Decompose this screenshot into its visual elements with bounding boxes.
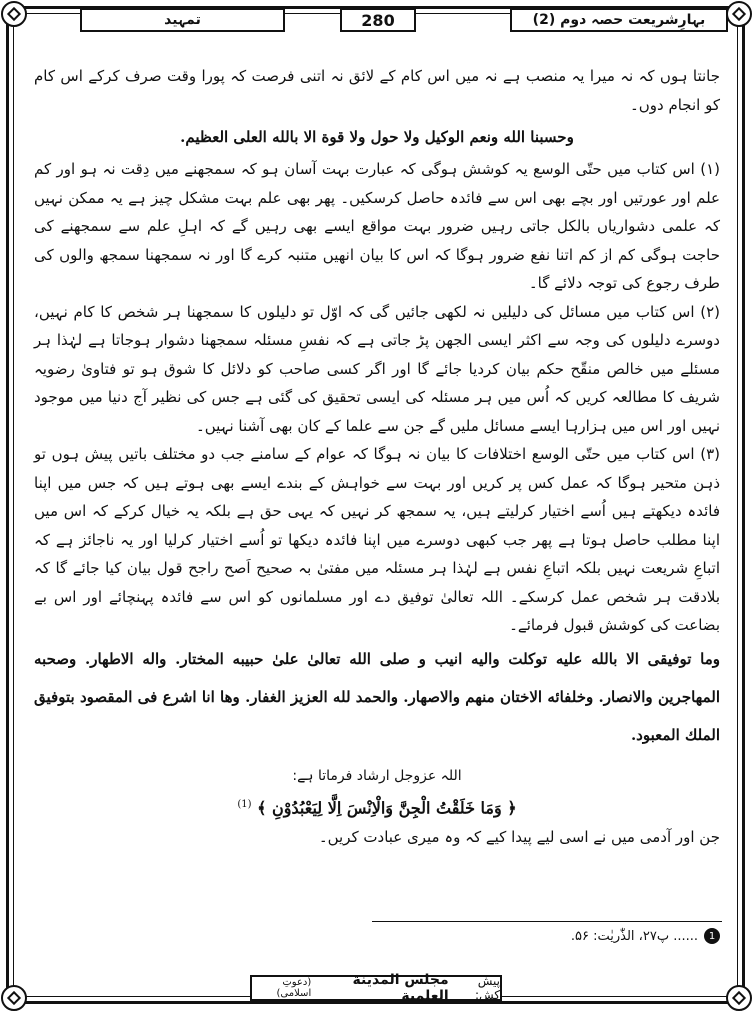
chapter-title: تمہید (80, 8, 285, 32)
arabic-dua: وما توفيقى الا بالله عليه توكلت واليه انيب و صلى الله تعالىٰ علىٰ حبيبه المختار. واله الاطهار. وصحبه المهاجرين والانصار. وخلفائه الاختان منهم والاصهار. والحمد لله العزيز الغفار. وها انا اشرع فى المقصود بتوفيق الملك المعبود. (34, 649, 721, 744)
quran-verse (34, 790, 720, 823)
verse-ref-mark: (1) (237, 798, 252, 810)
intro-paragraph: جانتا ہوں کہ نہ میرا یہ منصب ہے نہ میں اس کام کے لائق نہ اتنی فرصت کہ پورا وقت صرف کرکے اس کام کو انجام دوں۔ (34, 67, 720, 114)
footer-org: (دعوتِ اسلامی) (276, 977, 312, 999)
corner-ornament-icon (726, 985, 752, 1011)
arabic-hasbuna: وحسبنا الله ونعم الوكيل ولا حول ولا قوة الا بالله العلى العظيم. (180, 128, 574, 146)
corner-ornament-icon (1, 1, 27, 27)
verse-text: ﴿ وَمَا خَلَقْتُ الْجِنَّ وَالْاِنْسَ اِلَّا لِيَعْبُدُوْنِ ﴾ (257, 797, 517, 817)
footer-publisher-bar (250, 972, 502, 1004)
footnote-number: 1 (704, 928, 720, 944)
footer-presenter: پیش کش: (474, 974, 500, 1002)
corner-ornament-icon (726, 1, 752, 27)
footnote-text: ...... پ۲۷، الذّٰریٰت: ۵۶. (570, 928, 698, 944)
corner-ornament-icon (1, 985, 27, 1011)
footer-publisher: مجلس المدينة العلمية (352, 972, 449, 1004)
page-number: 280 (340, 8, 416, 32)
paragraph-3: (۳) اس کتاب میں حتّی الوسع اختلافات کا بیان نہ ہوگا کہ عوام کے سامنے جب دو مختلف باتیں پیش ہوں تو ذہن متحیر ہوگا کہ عمل کس پر کریں اور بہت سے خواہش کے بندے ایسے بھی ہوتے ہیں کہ جس میں اپنا فائدہ دیکھتے ہیں اُسے اختیار کرلیتے ہیں، یہ سمجھ کر نہیں کہ یہی حق ہے بلکہ یہ خیال کرکے کہ اس میں اپنا مطلب حاصل ہوتا ہے پھر جب کبھی دوسرے میں اپنا فائدہ دیکھا تو اُسے اختیار کرلیا اور یہ ناجائز ہے کہ اتباعِ شریعت نہیں بلکہ اتباعِ نفس ہے لہٰذا ہر مسئلہ میں مفتیٰ بہ صحیح اَصح راجح قول بیان کیا جائے گا کہ بلادقت ہر شخص عمل کرسکے۔ اللہ تعالیٰ توفیق دے اور مسلمانوں کو اس سے فائدہ پہنچائے اور اس بے بضاعت کی کوشش قبول فرمائے۔ (34, 445, 721, 634)
allah-says-line: اللہ عزوجل ارشاد فرماتا ہے: (292, 767, 462, 784)
book-title: بہارِشریعت حصہ دوم (2) (510, 8, 728, 32)
verse-translation: جن اور آدمی میں نے اسی لیے پیدا کیے کہ وہ میری عبادت کریں۔ (318, 827, 720, 846)
footnote (380, 928, 720, 944)
footnote-divider (372, 921, 722, 922)
page-content (34, 62, 720, 851)
paragraph-1: (۱) اس کتاب میں حتّی الوسع یہ کوشش ہوگی کہ عبارت بہت آسان ہو کہ سمجھنے میں دِقت نہ ہو اور کم علم اور عورتیں اور بچے بھی اس سے فائدہ حاصل کرسکیں۔ پھر بھی علم بہت مشکل چیز ہے یہ ممکن نہیں کہ علمی دشواریاں بالکل جاتی رہیں ضرور بہت مواقع ایسے بھی رہیں گے کہ اہلِ علم سے سمجھنے کی حاجت ہوگی کم از کم اتنا نفع ضرور ہوگا کہ اس کا بیان انھیں متنبہ کرے گا اور نہ سمجھنا سمجھ والوں کی طرف رجوع کی توجہ دلائے گا۔ (34, 160, 720, 292)
paragraph-2: (۲) اس کتاب میں مسائل کی دلیلیں نہ لکھی جائیں گی کہ اوّل تو دلیلوں کا سمجھنا ہر شخص کا کام نہیں، دوسرے دلیلوں کی وجہ سے اکثر ایسی الجھن پڑ جاتی ہے کہ نفسِ مسئلہ سمجھنا دشوار ہوجاتا ہے لہٰذا ہر مسئلے میں خالص منقّح حکم بیان کردیا جائے گا اور اگر کسی صاحب کو دلائل کا شوق ہو تو فتاویٰ رضویہ شریف کا مطالعہ کریں کہ اُس میں ہر مسئلہ کی ایسی تحقیق کی گئی ہے جس کی نظیر آج دنیا میں موجود نہیں اور اس میں ہزارہا ایسے مسائل ملیں گے جن سے علما کے کان بھی آشنا نہیں۔ (34, 302, 720, 435)
